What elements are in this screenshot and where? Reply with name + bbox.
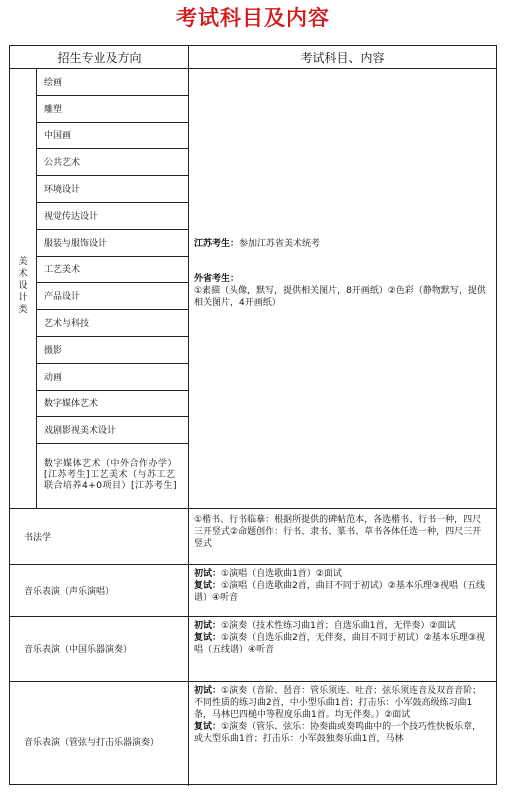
major-vocal: 音乐表演（声乐演唱） xyxy=(24,586,115,597)
major-item: 戏剧影视美术设计 xyxy=(44,426,117,437)
major-item: 绘画 xyxy=(44,77,63,88)
major-item: 公共艺术 xyxy=(44,158,81,169)
outside-label: 外省考生： xyxy=(194,274,240,284)
header-col1: 招生专业及方向 xyxy=(57,50,142,65)
major-item: 环境设计 xyxy=(44,185,81,196)
content-vocal: 初试：①演唱（自选歌曲1首）②面试 复试：①演唱（自选歌曲2首，曲目不同于初试）②基本乐理③视唱（五线谱）④听音 xyxy=(194,569,485,603)
major-item: 雕塑 xyxy=(44,104,63,115)
major-calligraphy: 书法学 xyxy=(24,532,52,543)
major-item: 工艺美术 xyxy=(44,265,81,276)
major-item: 摄影 xyxy=(44,345,63,356)
outside-text: ①素描（头像，默写，提供相关图片，8开画纸）②色彩（静物默写，提供相关图片，4开画纸） xyxy=(194,286,486,308)
content-chinese-instrument: 初试：①演奏（技术性练习曲1首；自选乐曲1首，无伴奏）②面试 复试：①演奏（自选乐曲2首，无伴奏，曲目不同于初试）②基本乐理③视唱（五线谱）④听音 xyxy=(194,621,485,655)
jiangsu-label: 江苏考生： xyxy=(194,239,240,249)
major-item: 数字媒体艺术 xyxy=(44,399,99,410)
major-item: 产品设计 xyxy=(44,292,81,303)
page-title: 考试科目及内容 xyxy=(176,5,330,30)
header-col2: 考试科目、内容 xyxy=(300,50,385,65)
content-orchestral: 初试：①演奏（音阶、琶音：管乐须连、吐音；弦乐须连音及双音音阶；不同性质的练习曲2首，中小型乐曲1首；打击乐：小军鼓高级练习曲1条，马林巴四槌中等程度乐曲1首。均无伴奏。）②面试 复试：①演奏（管乐、弦乐：协奏曲或奏鸣曲中的一个技巧性快板乐章，或大型乐曲1首；打击乐：小军鼓独奏乐曲1首，马林 xyxy=(194,686,482,744)
major-item: 艺术与科技 xyxy=(44,319,90,330)
major-item-joint-program: 数字媒体艺术（中外合作办学）[江苏考生]工艺美术（与苏工艺联合培养4+0项目）[江苏考生] xyxy=(44,459,178,492)
major-item: 视觉传达设计 xyxy=(44,211,99,222)
major-item: 服装与服饰设计 xyxy=(44,238,108,249)
major-orchestral: 音乐表演（管弦与打击乐器演奏） xyxy=(24,737,160,748)
major-chinese-instrument: 音乐表演（中国乐器演奏） xyxy=(24,645,133,655)
exam-table xyxy=(9,45,497,785)
category-art-design: 美术设计类 xyxy=(18,257,28,315)
jiangsu-text: 参加江苏省美术统考 xyxy=(239,239,321,249)
major-item: 中国画 xyxy=(44,131,72,142)
art-content xyxy=(189,238,495,309)
content-calligraphy: ①楷书、行书临摹：根据所提供的碑帖范本，各选楷书、行书一种，四尺三开竖式②命题创作：行书、隶书、篆书、草书各体任选一种，四尺三开竖式 xyxy=(194,515,482,549)
major-item: 动画 xyxy=(44,372,63,383)
